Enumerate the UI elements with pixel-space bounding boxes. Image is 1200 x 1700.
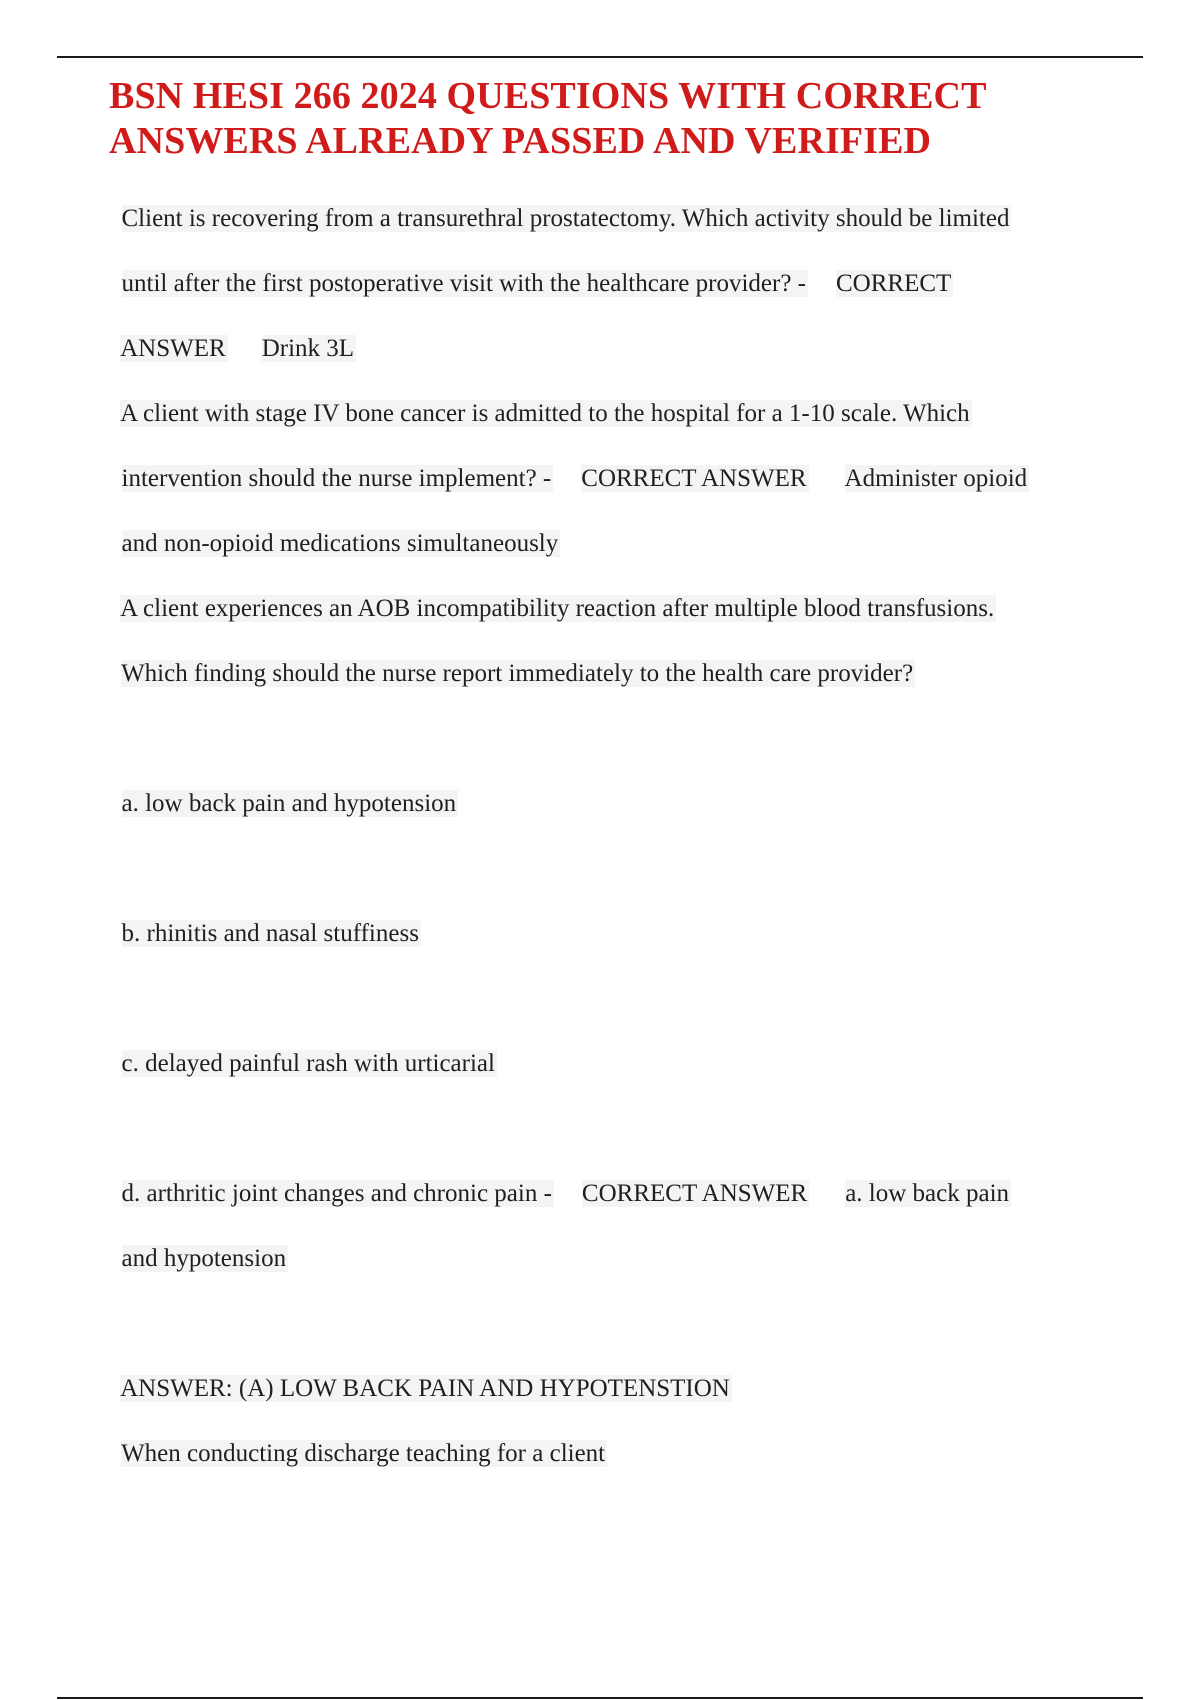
q3-answer-value: a. low back pain: [845, 1180, 1010, 1207]
q2-correct-label: CORRECT ANSWER: [581, 465, 807, 492]
q2-line-2: [109, 425, 1029, 492]
q3-text-2: Which finding should the nurse report immediately to the health care provider?: [121, 660, 914, 687]
q2-line-1: [109, 360, 972, 427]
q3-option-d-line-2: [109, 1205, 288, 1272]
q1-text-2: until after the first postoperative visit with the healthcare provider? -: [121, 270, 806, 297]
q3-option-a-text: a. low back pain and hypotension: [121, 790, 457, 817]
q3-line-1: [109, 555, 996, 622]
q3-answer-note-text: ANSWER: (A) LOW BACK PAIN AND HYPOTENSTION: [120, 1375, 730, 1402]
q3-answer-value-cont: and hypotension: [121, 1245, 287, 1272]
document-title: [109, 74, 1119, 164]
q1-line-1: [109, 165, 1011, 232]
top-rule: [57, 56, 1143, 58]
q3-correct-label: CORRECT ANSWER: [581, 1180, 808, 1207]
q2-answer-value: Administer opioid: [844, 465, 1028, 492]
q3-answer-note: [109, 1335, 732, 1402]
q1-answer-value: Drink 3L: [261, 335, 355, 362]
q1-line-3: [109, 295, 356, 362]
title-line-2: ANSWERS ALREADY PASSED AND VERIFIED: [109, 120, 932, 162]
q3-text-1: A client experiences an AOB incompatibility reaction after multiple blood transfusions.: [120, 595, 995, 622]
q2-text-1: A client with stage IV bone cancer is admitted to the hospital for a 1-10 scale. Which: [120, 400, 970, 427]
q4-text-1: When conducting discharge teaching for a client: [121, 1440, 606, 1467]
q1-answer-label: ANSWER: [120, 335, 226, 362]
q4-line-1: [109, 1400, 607, 1467]
q1-text-1: Client is recovering from a transurethral prostatectomy. Which activity should be limited: [121, 205, 1010, 232]
q2-text-2: intervention should the nurse implement? -: [121, 465, 552, 492]
q3-option-c: [109, 1010, 497, 1077]
q1-line-2: [109, 230, 953, 297]
q3-option-a: [109, 750, 458, 817]
q3-option-c-text: c. delayed painful rash with urticarial: [121, 1050, 495, 1077]
q3-option-d-text: d. arthritic joint changes and chronic pain -: [121, 1180, 552, 1207]
q3-option-b-text: b. rhinitis and nasal stuffiness: [121, 920, 419, 947]
q3-option-d: [109, 1140, 1011, 1207]
q3-line-2: [109, 620, 915, 687]
q3-option-b: [109, 880, 421, 947]
bottom-rule: [57, 1697, 1143, 1699]
q2-line-3: [109, 490, 560, 557]
q2-text-3: and non-opioid medications simultaneously: [121, 530, 559, 557]
title-line-1: BSN HESI 266 2024 QUESTIONS WITH CORRECT: [109, 75, 987, 117]
q1-correct-label: CORRECT: [836, 270, 952, 297]
